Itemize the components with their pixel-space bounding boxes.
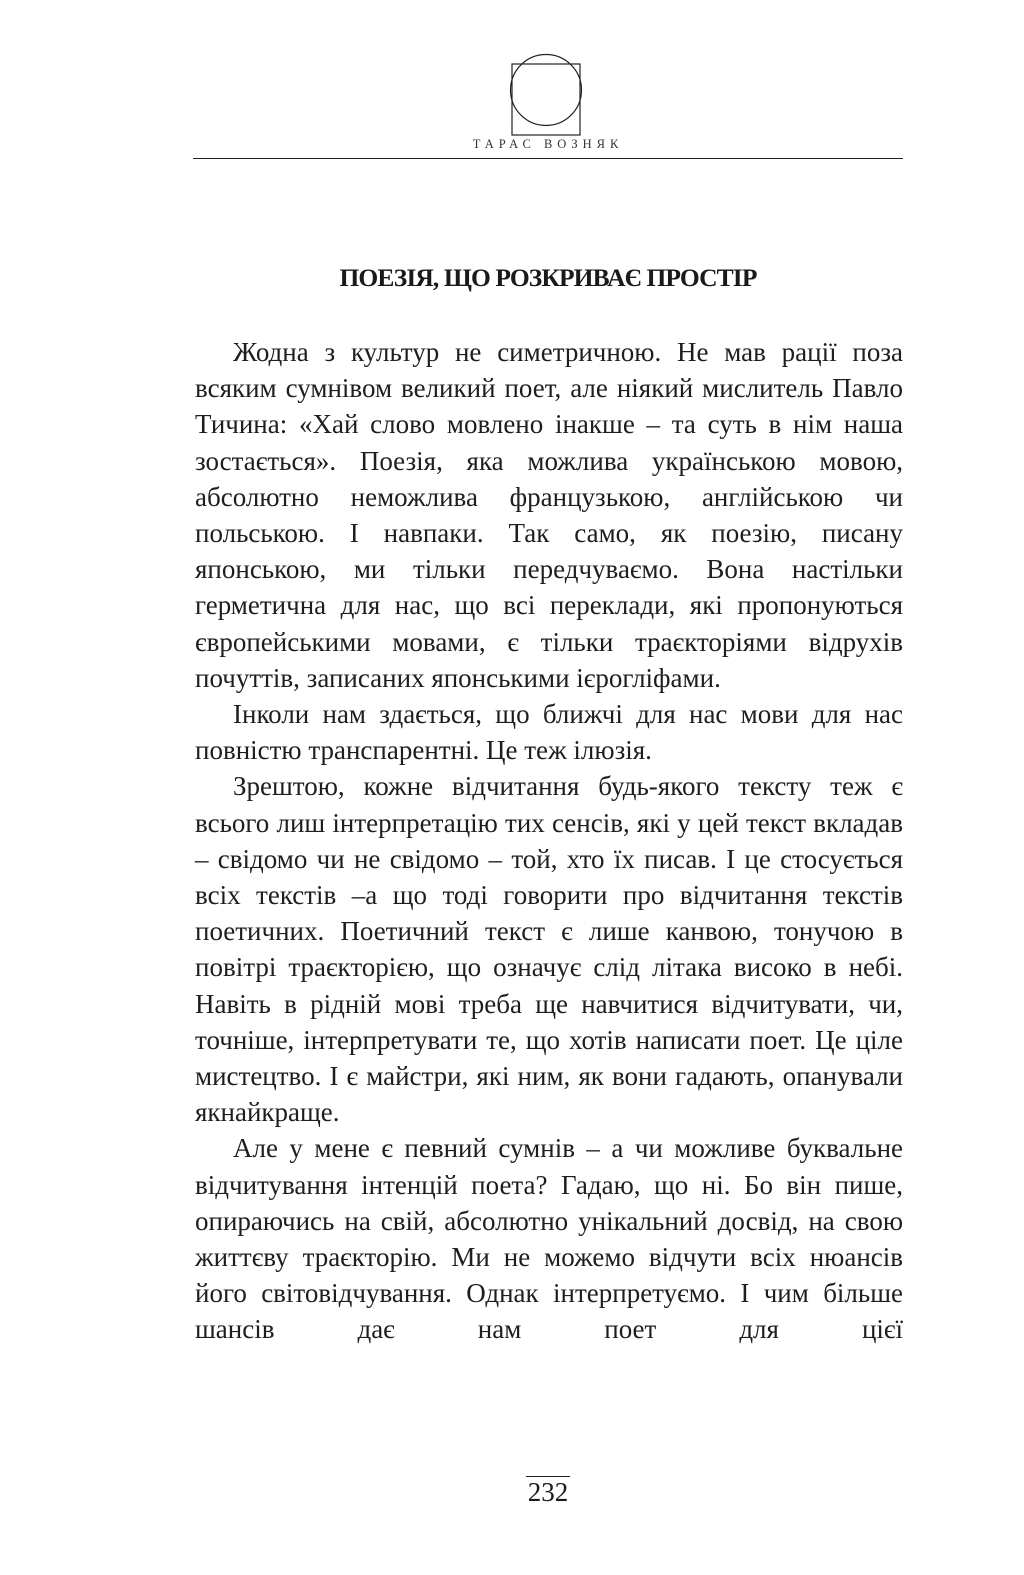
paragraph-4: Але у мене є певний сумнів – а чи можливе буквальне відчитування інтенцій поета? Гадаю, що ні. Бо він пише, опираючись на свій, абсолютно унікальний досвід, на свою життєву траєкторію. Ми не можемо відчути всіх нюансів його світовідчування. Однак інтерпретуємо. І чим більше шансів дає нам поет для цієї bbox=[195, 1133, 903, 1345]
page-number: 232 bbox=[527, 1477, 569, 1507]
paragraph-1: Жодна з культур не симетричною. Не мав рації поза всяким сумнівом великий поет, але ніякий мислитель Павло Тичина: «Хай слово мовлено інакше – та суть в нім наша зостається». Поезія, яка можлива українською мовою, абсолютно неможлива французькою, англійською чи польською. І навпаки. Так само, як поезію, писану японською, ми тільки передчуваємо. Вона настільки герметична для нас, що всі переклади, які пропонуються європейськими мовами, є тільки траєкторіями відрухів почуттів, записаних японськими ієрогліфами. bbox=[195, 337, 903, 693]
paragraph-2: Інколи нам здається, що ближчі для нас мови для нас повністю транспарентні. Це теж ілюзія. bbox=[195, 699, 903, 766]
circle-square-emblem-icon bbox=[509, 44, 583, 136]
running-head: ТАРАС ВОЗНЯК bbox=[472, 137, 624, 151]
chapter-title: ПОЕЗІЯ, ЩО РОЗКРИВАЄ ПРОСТІР bbox=[339, 263, 757, 292]
header-rule bbox=[193, 158, 903, 159]
paragraph-3: Зрештою, кожне відчитання будь-якого тексту теж є всього лиш інтерпретацію тих сенсів, які у цей текст вкладав – свідомо чи не свідомо – той, хто їх писав. І це стосується всіх текстів –а що тоді говорити про відчитання текстів поетичних. Поетичний текст є лише канвою, тонучою в повітрі траєкторією, що означує слід літака високо в небі. Навіть в рідній мові треба ще навчитися відчитувати, чи, точніше, інтерпретувати те, що хотів написати поет. Це ціле мистецтво. І є майстри, які ним, як вони гадають, опанували якнайкраще. bbox=[195, 771, 903, 1128]
page-number-footer bbox=[193, 1476, 903, 1508]
body-text bbox=[195, 334, 903, 1348]
